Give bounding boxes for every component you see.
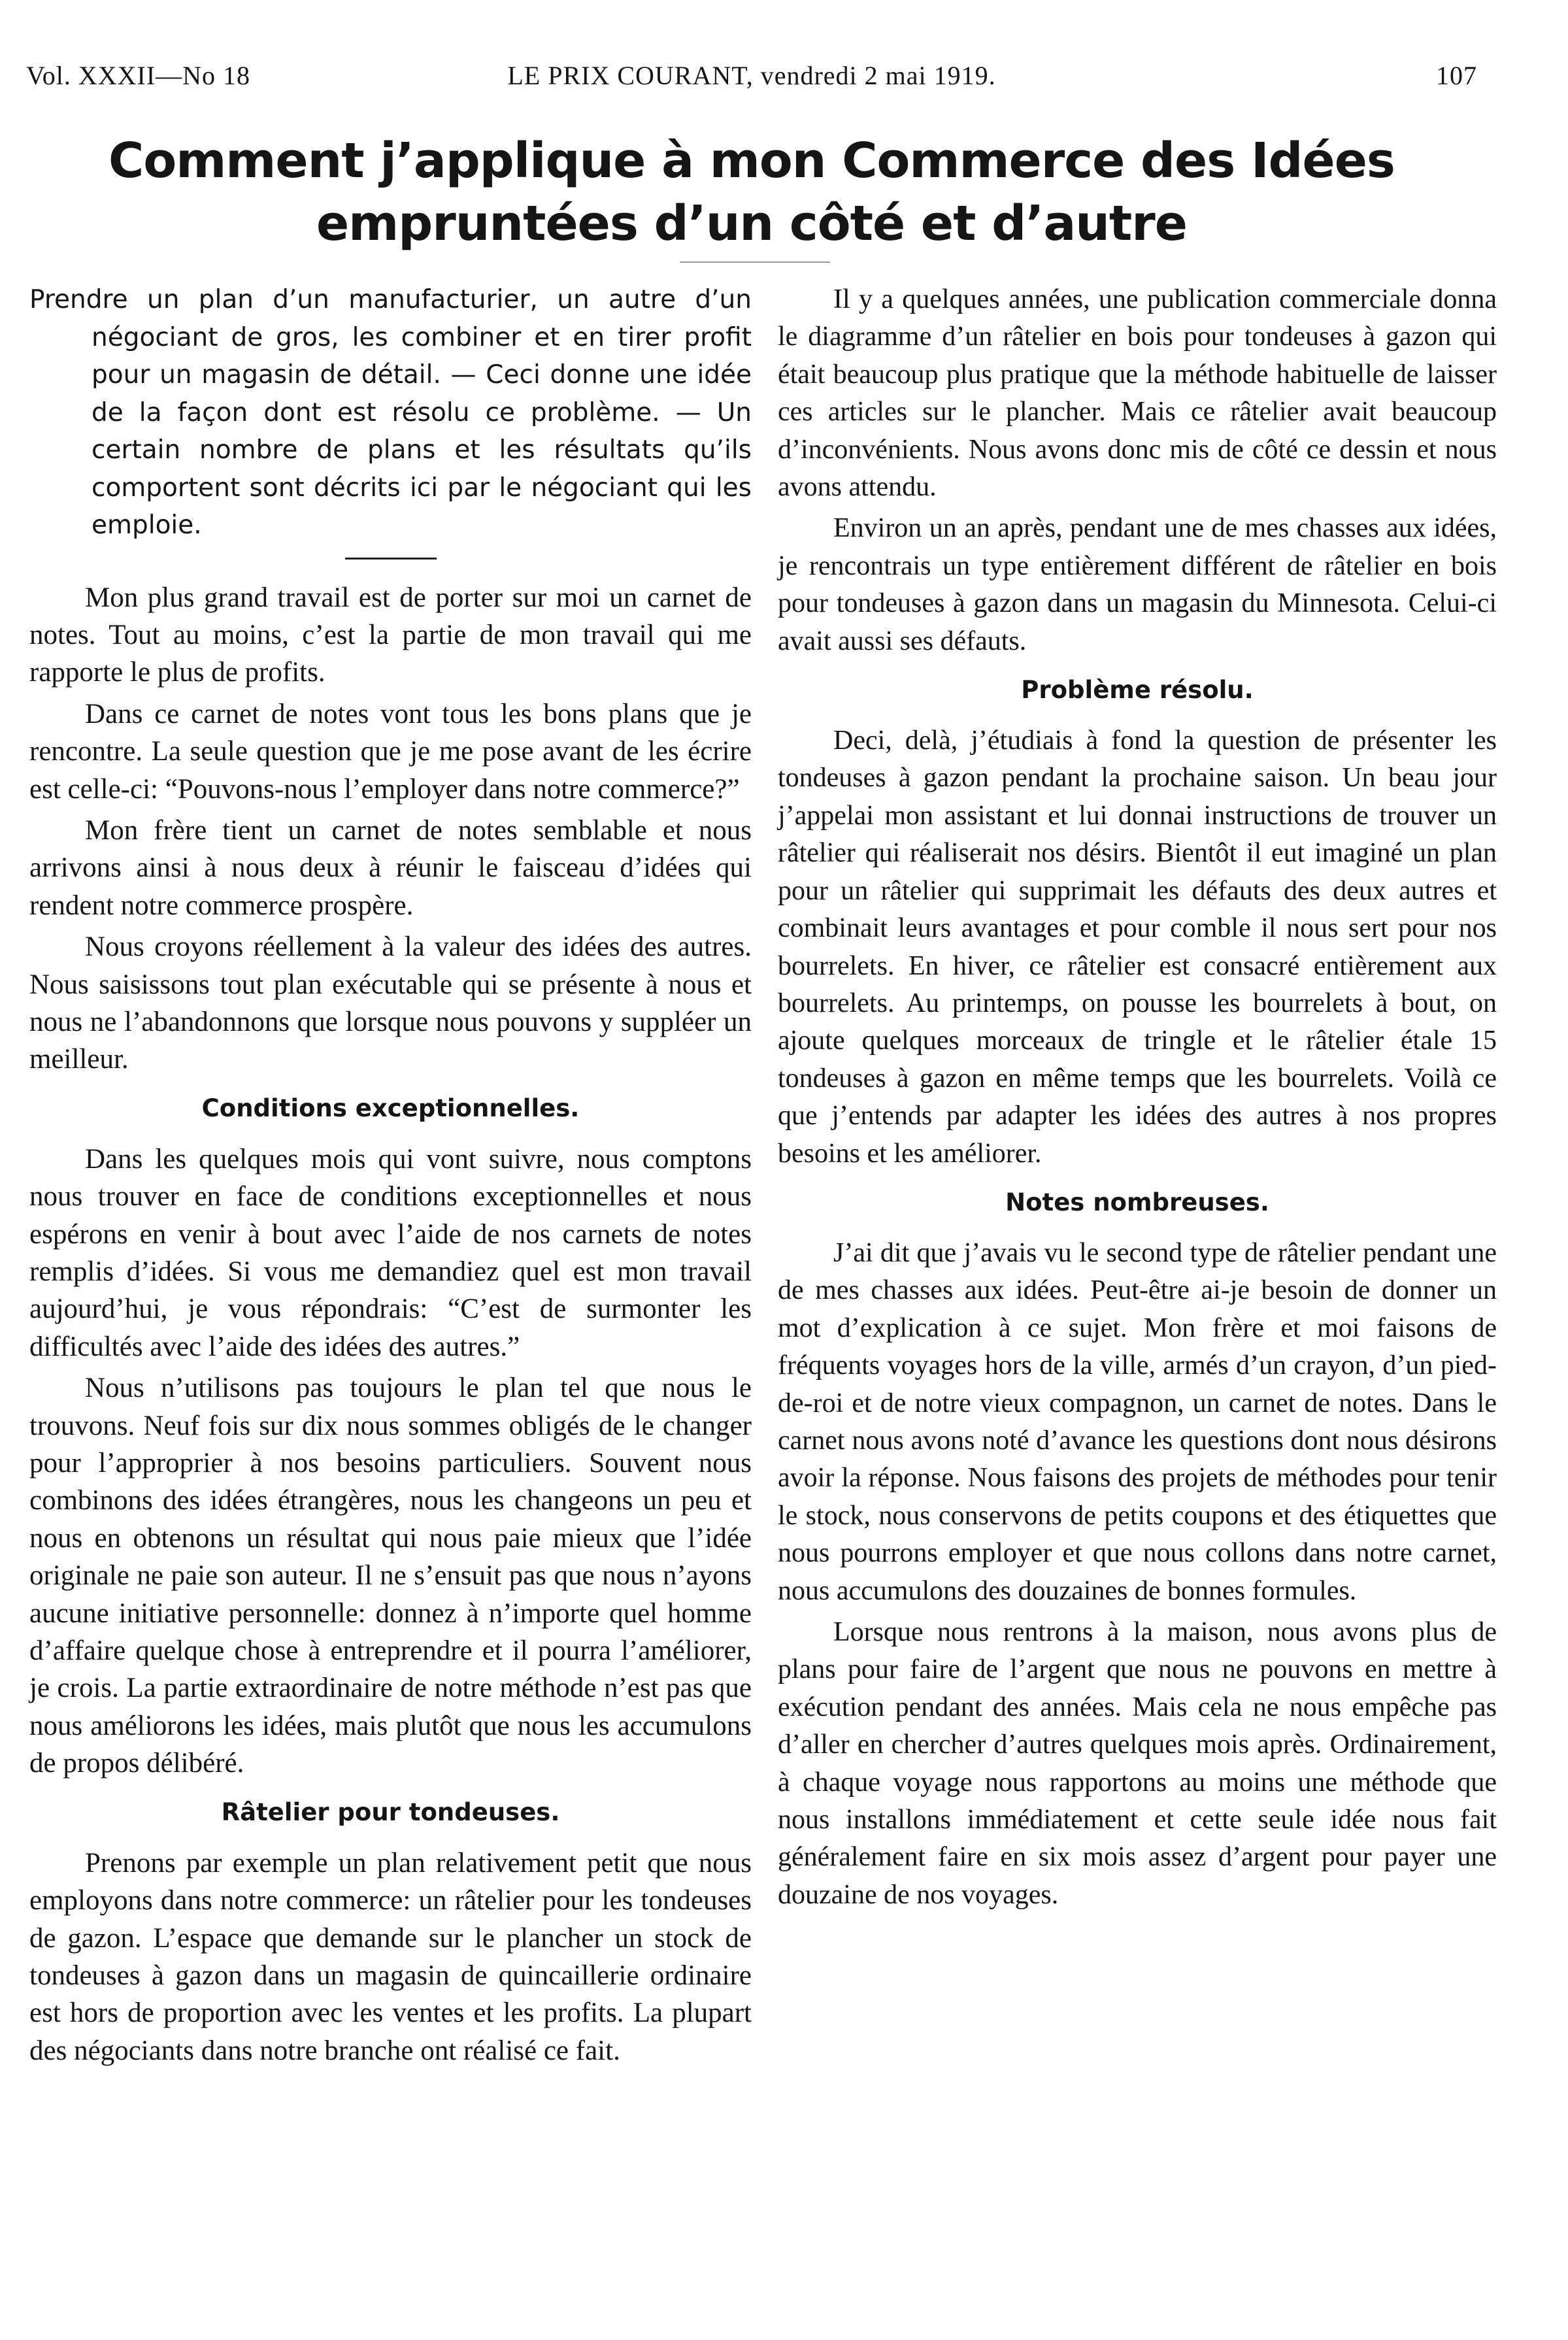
paragraph: J’ai dit que j’avais vu le second type de râtelier pendant une de mes chasses aux idées. Peut-être ai-je besoin de donner un mot d’explication à ce sujet. Mon frère et moi faisons de fréquents voyages hors de la ville, armés d’un crayon, d’un pied-de-roi et de notre vieux compagnon, un carnet de notes. Dans le carnet nous avons noté d’avance les questions dont nous désirons avoir la réponse. Nous faisons des projets de méthodes pour tenir le stock, nous conservons de petits coupons et des étiquettes que nous pourrons employer et que nous collons dans notre carnet, nous accumulons des douzaines de bonnes formules. [778,1237,1497,1606]
section-heading: Conditions exceptionnelles. [201,1094,580,1122]
paragraph: Nous croyons réellement à la valeur des idées des autres. Nous saisissons tout plan exécutable qui se présente à nous et nous ne l’abandonnons que lorsque nous pouvons y suppléer un meilleur. [29,931,752,1075]
section-heading: Râtelier pour tondeuses. [221,1797,560,1826]
section-heading: Notes nombreuses. [1005,1188,1269,1216]
paragraph: Dans ce carnet de notes vont tous les bons plans que je rencontre. La seule question que je me pose avant de les écrire est celle-ci: “Pouvons-nous l’employer dans notre commerce?” [29,698,752,805]
article-title: Comment j’applique à mon Commerce des Idées empruntées d’un côté et d’autre [108,133,1395,252]
paragraph: Mon frère tient un carnet de notes semblable et nous arrivons ainsi à nous deux à réunir le faisceau d’idées qui rendent notre commerce prospère. [29,814,752,921]
section-heading: Problème résolu. [1021,676,1254,705]
left-column [29,281,752,2073]
paragraph: Il y a quelques années, une publication commerciale donna le diagramme d’un râtelier en bois pour tondeuses à gazon qui était beaucoup plus pratique que la méthode habituelle de laisser ces articles sur le plancher. Mais ce râtelier avait beaucoup d’inconvénients. Nous avons donc mis de côté ce dessin et nous avons attendu. [778,284,1497,503]
lead-divider [345,558,437,560]
running-header [26,60,1477,99]
paragraph: Dans les quelques mois qui vont suivre, nous comptons nous trouver en face de conditions exceptionnelles et nous espérons en venir à bout avec l’aide de nos carnets de notes remplis d’idées. Si vous me demandiez quel est mon travail aujourd’hui, je vous répondrais: “C’est de surmonter les difficultés avec l’aide des idées des autres.” [29,1143,752,1362]
paragraph: Mon plus grand travail est de porter sur moi un carnet de notes. Tout au moins, c’est la partie de mon travail qui me rapporte le plus de profits. [29,582,752,688]
paragraph: Nous n’utilisons pas toujours le plan tel que nous le trouvons. Neuf fois sur dix nous sommes obligés de le changer pour l’approprier à nos besoins particuliers. Souvent nous combinons des idées étrangères, nous les changeons un peu et nous en obtenons un résultat qui nous paie mieux que l’idée originale ne paie son auteur. Il ne s’ensuit pas que nous n’ayons aucune initiative personnelle: donnez à n’importe quel homme d’affaire quelque chose à entreprendre et il pourra l’améliorer, je crois. La partie extraordinaire de notre méthode n’est pas que nous améliorons les idées, mais plutôt que nous les accumulons de propos délibéré. [29,1373,752,1779]
publication-date: LE PRIX COURANT, vendredi 2 mai 1919. [507,61,996,90]
paragraph: Prenons par exemple un plan relativement petit que nous employons dans notre commerce: un râtelier pour les tondeuses de gazon. L’espace que demande sur le plancher un stock de tondeuses à gazon dans un magasin de quincaillerie ordinaire est hors de proportion avec les ventes et les profits. La plupart des négociants dans notre branche ont réalisé ce fait. [29,1847,752,2066]
paragraph: Environ un an après, pendant une de mes chasses aux idées, je rencontrais un type entièrement différent de râtelier en bois pour tondeuses à gazon dans un magasin du Minnesota. Celui-ci avait aussi ses défauts. [778,513,1497,656]
title-divider [680,261,830,263]
article-lead: Prendre un plan d’un manufacturier, un autre d’un négociant de gros, les combiner et en tirer profit pour un magasin de détail. — Ceci donne une idée de la façon dont est résolu ce problème. — Un certain nombre de plans et les résultats qu’ils comportent sont décrits ici par le négociant qui les emploie. [29,285,752,540]
page-number: 107 [1436,61,1477,90]
paragraph: Lorsque nous rentrons à la maison, nous avons plus de plans pour faire de l’argent que nous ne pouvons en mettre à exécution pendant des années. Mais cela ne nous empêche pas d’aller en chercher d’autres quelques mois après. Ordinairement, à chaque voyage nous rapportons au moins une méthode que nous installons immédiatement et cette seule idée nous fait généralement faire en six mois assez d’argent pour payer une douzaine de nos voyages. [778,1617,1497,1910]
paragraph: Deci, delà, j’étudiais à fond la question de présenter les tondeuses à gazon pendant la prochaine saison. Un beau jour j’appelai mon assistant et lui donnai instructions de trouver un râtelier qui réaliserait nos désirs. Bientôt il eut imaginé un plan pour un râtelier qui supprimait les défauts des deux autres et combinait leurs avantages et pour comble il nous sert pour nos bourrelets. En hiver, ce râtelier est consacré entièrement aux bourrelets. Au printemps, on pousse les bourrelets à bout, on ajoute quelques morceaux de tringle et le râtelier étale 15 tondeuses à gazon en même temps que les bourrelets. Voilà ce que j’entends par adapter les idées des autres à nos propres besoins et les améliorer. [778,726,1497,1169]
volume-number: Vol. XXXII—No 18 [26,61,251,90]
right-column [778,281,1497,1918]
